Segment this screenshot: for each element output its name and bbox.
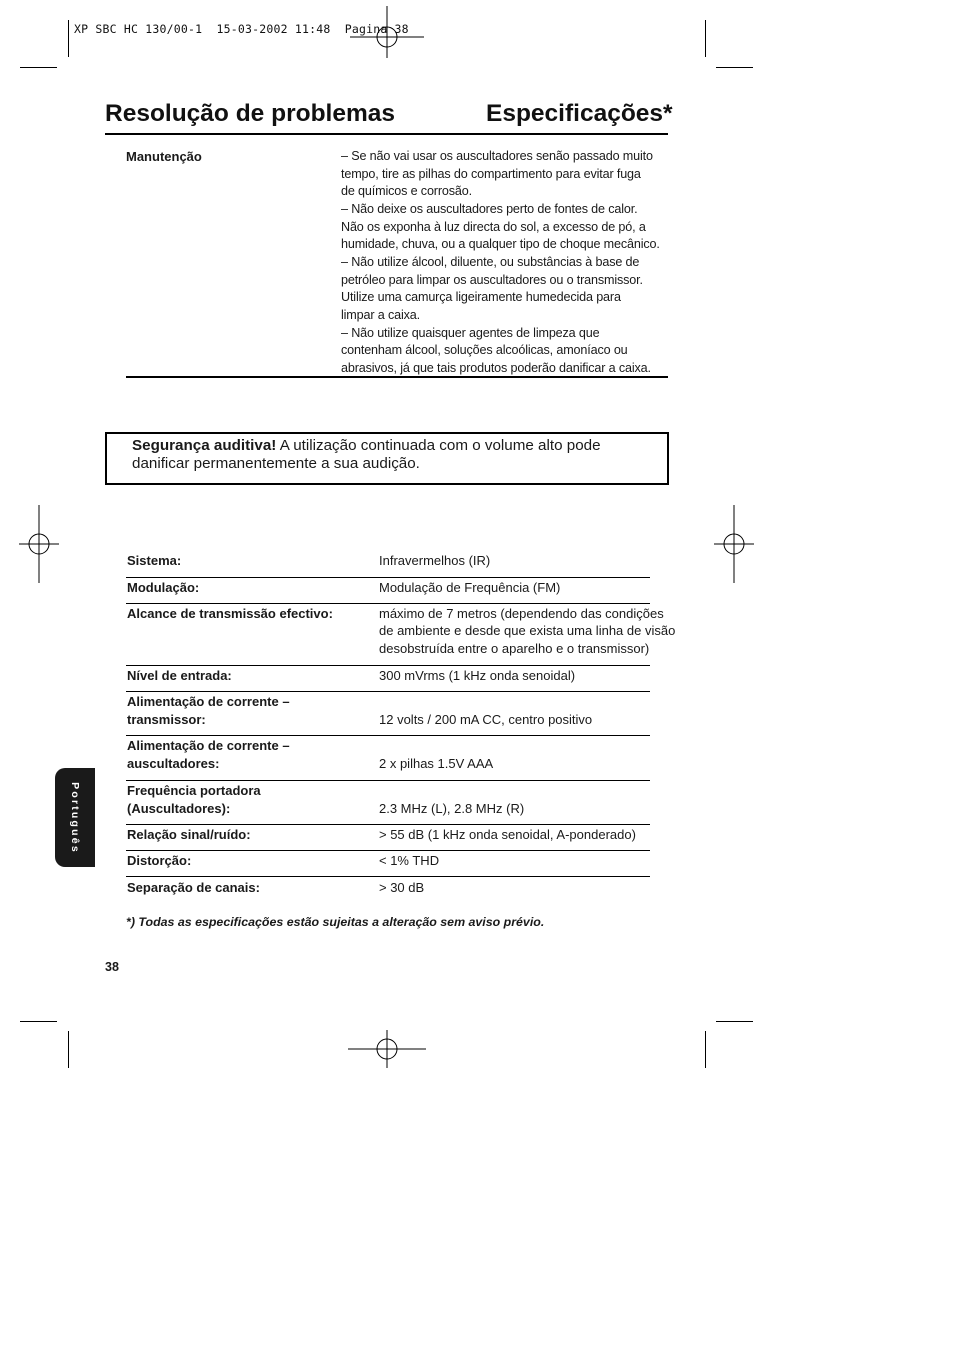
- spec-label: Sistema:: [127, 553, 182, 568]
- crop-mark: [716, 1021, 753, 1022]
- maintenance-divider: [126, 376, 668, 378]
- maintenance-line: Não os exponha à luz directa do sol, a excesso de pó, a: [341, 219, 646, 234]
- spec-divider: [126, 665, 650, 666]
- spec-label: Nível de entrada:: [127, 668, 232, 683]
- spec-label: Modulação:: [127, 580, 200, 595]
- spec-divider: [126, 780, 650, 781]
- spec-divider: [126, 850, 650, 851]
- maintenance-line: – Se não vai usar os auscultadores senão passado muito: [341, 149, 653, 163]
- maintenance-line: – Não deixe os auscultadores perto de fontes de calor.: [341, 201, 638, 216]
- specs-footnote: *) Todas as especificações estão sujeitas a alteração sem aviso prévio.: [126, 915, 545, 929]
- registration-mark-icon: [348, 1010, 428, 1090]
- maintenance-line: de químicos e corrosão.: [341, 184, 472, 199]
- spec-divider: [126, 603, 650, 604]
- spec-value: Modulação de Frequência (FM): [379, 580, 561, 595]
- hearing-safety-text: [132, 437, 662, 472]
- maintenance-line: limpar a caixa.: [341, 307, 420, 322]
- spec-divider: [126, 577, 650, 578]
- section-title-specifications: Especificações*: [486, 100, 673, 127]
- spec-label: Alcance de transmissão efectivo:: [127, 606, 333, 621]
- spec-label: Separação de canais:: [127, 880, 260, 895]
- hearing-safety-line: danificar permanentemente a sua audição.: [132, 454, 420, 472]
- crop-mark: [68, 20, 69, 57]
- spec-value: 2.3 MHz (L), 2.8 MHz (R): [379, 801, 525, 816]
- spec-label: Distorção:: [127, 853, 192, 868]
- registration-mark-icon: [695, 505, 775, 585]
- hearing-safety-heading: Segurança auditiva!: [132, 437, 277, 454]
- title-underline: [105, 133, 668, 135]
- page-number: 38: [105, 960, 119, 974]
- maintenance-line: Utilize uma camurça ligeiramente humedecida para: [341, 290, 621, 305]
- spec-divider: [126, 735, 650, 736]
- spec-label: (Auscultadores):: [127, 801, 231, 816]
- crop-mark: [705, 1031, 706, 1068]
- maintenance-line: abrasivos, já que tais produtos poderão danificar a caixa.: [341, 360, 651, 375]
- spec-label: Relação sinal/ruído:: [127, 827, 251, 842]
- spec-value: Infravermelhos (IR): [379, 553, 491, 568]
- section-title-troubleshooting: Resolução de problemas: [105, 100, 396, 127]
- maintenance-line: petróleo para limpar os auscultadores ou o transmissor.: [341, 272, 643, 287]
- spec-divider: [126, 824, 650, 825]
- maintenance-line: humidade, chuva, ou a qualquer tipo de choque mecânico.: [341, 237, 660, 252]
- crop-mark: [20, 1021, 57, 1022]
- hearing-safety-line: A utilização continuada com o volume alto pode: [276, 437, 601, 454]
- print-slug: XP SBC HC 130/00-1 15-03-2002 11:48 Pagina 38: [74, 22, 409, 36]
- spec-value: 300 mVrms (1 kHz onda senoidal): [379, 668, 576, 683]
- spec-value: < 1% THD: [379, 853, 440, 868]
- spec-value: 2 x pilhas 1.5V AAA: [379, 756, 494, 771]
- spec-label: transmissor:: [127, 712, 206, 727]
- maintenance-label: Manutenção: [126, 149, 202, 164]
- registration-mark-icon: [348, 0, 428, 80]
- crop-mark: [716, 67, 753, 68]
- spec-label: Alimentação de corrente –: [127, 738, 290, 753]
- spec-value: desobstruída entre o aparelho e o transmissor): [379, 640, 650, 656]
- spec-label: Frequência portadora: [127, 783, 261, 798]
- crop-mark: [705, 20, 706, 57]
- language-tab: [55, 768, 95, 867]
- spec-value: 12 volts / 200 mA CC, centro positivo: [379, 712, 593, 727]
- spec-value: > 30 dB: [379, 880, 425, 895]
- spec-divider: [126, 691, 650, 692]
- spec-label: Alimentação de corrente –: [127, 694, 290, 709]
- crop-mark: [68, 1031, 69, 1068]
- maintenance-line: – Não utilize álcool, diluente, ou substâncias à base de: [341, 254, 640, 269]
- registration-mark-icon: [0, 505, 80, 585]
- spec-value: máximo de 7 metros (dependendo das condições: [379, 606, 664, 621]
- spec-label: auscultadores:: [127, 756, 220, 771]
- maintenance-text: [341, 148, 671, 378]
- crop-mark: [20, 67, 57, 68]
- maintenance-line: contenham álcool, soluções alcoólicas, amoníaco ou: [341, 343, 628, 358]
- spec-value: de ambiente e desde que exista uma linha de visão: [379, 623, 676, 639]
- maintenance-line: – Não utilize quaisquer agentes de limpeza que: [341, 325, 600, 340]
- spec-value: > 55 dB (1 kHz onda senoidal, A-ponderado): [379, 827, 636, 842]
- language-tab-label: Português: [69, 781, 81, 854]
- spec-divider: [126, 876, 650, 877]
- maintenance-line: tempo, tire as pilhas do compartimento para evitar fuga: [341, 166, 641, 181]
